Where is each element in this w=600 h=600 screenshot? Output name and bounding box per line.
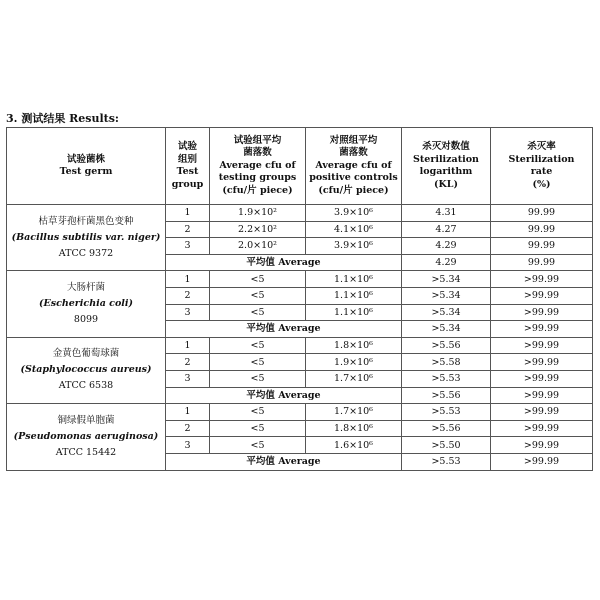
average-kl: >5.56 bbox=[402, 387, 491, 404]
header-row bbox=[7, 128, 593, 205]
cell-rate: 99.99 bbox=[491, 205, 593, 222]
germ-strain: ATCC 6538 bbox=[58, 380, 114, 392]
average-rate: >99.99 bbox=[491, 387, 593, 404]
germ-chinese-name: 金黄色葡萄球菌 bbox=[52, 348, 120, 360]
germ-latin-name: (Pseudomonas aeruginosa) bbox=[13, 430, 159, 442]
cell-ctrl: 1.7×10⁶ bbox=[306, 370, 402, 387]
test-germ-cell bbox=[7, 337, 166, 403]
result-row bbox=[7, 205, 593, 222]
average-rate: >99.99 bbox=[491, 453, 593, 470]
cell-kl: >5.56 bbox=[402, 420, 491, 437]
average-kl: 4.29 bbox=[402, 254, 491, 271]
cell-ctrl: 1.6×10⁶ bbox=[306, 437, 402, 454]
cell-group: 1 bbox=[166, 271, 210, 288]
header-testing-average: 试验组平均 菌落数 Average cfu of testing groups (cfu/片 piece) bbox=[210, 128, 306, 205]
cell-ctrl: 1.8×10⁶ bbox=[306, 337, 402, 354]
cell-test: 1.9×10² bbox=[210, 205, 306, 222]
cell-rate: >99.99 bbox=[491, 271, 593, 288]
cell-group: 3 bbox=[166, 437, 210, 454]
germ-chinese-name: 铜绿假单胞菌 bbox=[57, 414, 115, 426]
cell-rate: >99.99 bbox=[491, 337, 593, 354]
cell-kl: >5.53 bbox=[402, 370, 491, 387]
cell-kl: >5.56 bbox=[402, 337, 491, 354]
cell-group: 1 bbox=[166, 205, 210, 222]
cell-test: <5 bbox=[210, 420, 306, 437]
cell-rate: >99.99 bbox=[491, 420, 593, 437]
cell-ctrl: 1.9×10⁶ bbox=[306, 354, 402, 371]
average-kl: >5.34 bbox=[402, 321, 491, 338]
germ-chinese-name: 大肠杆菌 bbox=[66, 282, 105, 294]
test-germ-cell bbox=[7, 271, 166, 337]
cell-rate: >99.99 bbox=[491, 304, 593, 321]
header-sterilization-logarithm: 杀灭对数值 Sterilization logarithm (KL) bbox=[402, 128, 491, 205]
cell-rate: >99.99 bbox=[491, 370, 593, 387]
cell-group: 2 bbox=[166, 287, 210, 304]
cell-rate: >99.99 bbox=[491, 437, 593, 454]
cell-group: 1 bbox=[166, 404, 210, 421]
result-row bbox=[7, 337, 593, 354]
cell-rate: >99.99 bbox=[491, 287, 593, 304]
cell-test: <5 bbox=[210, 354, 306, 371]
cell-kl: >5.34 bbox=[402, 304, 491, 321]
cell-ctrl: 1.7×10⁶ bbox=[306, 404, 402, 421]
header-sterilization-rate: 杀灭率 Sterilization rate (%) bbox=[491, 128, 593, 205]
cell-rate: >99.99 bbox=[491, 354, 593, 371]
germ-chinese-name: 枯草芽孢杆菌黑色变种 bbox=[38, 215, 134, 227]
cell-kl: >5.50 bbox=[402, 437, 491, 454]
cell-rate: >99.99 bbox=[491, 404, 593, 421]
cell-test: <5 bbox=[210, 337, 306, 354]
average-kl: >5.53 bbox=[402, 453, 491, 470]
header-test-germ: 试验菌株 Test germ bbox=[7, 128, 166, 205]
cell-ctrl: 1.1×10⁶ bbox=[306, 287, 402, 304]
average-label: 平均值 Average bbox=[166, 387, 402, 404]
cell-kl: 4.27 bbox=[402, 221, 491, 238]
cell-kl: 4.31 bbox=[402, 205, 491, 222]
germ-strain: 8099 bbox=[73, 314, 99, 326]
average-rate: >99.99 bbox=[491, 321, 593, 338]
cell-group: 1 bbox=[166, 337, 210, 354]
average-rate: 99.99 bbox=[491, 254, 593, 271]
result-row bbox=[7, 271, 593, 288]
germ-strain: ATCC 9372 bbox=[58, 247, 114, 259]
cell-ctrl: 1.1×10⁶ bbox=[306, 304, 402, 321]
cell-ctrl: 4.1×10⁶ bbox=[306, 221, 402, 238]
cell-group: 2 bbox=[166, 221, 210, 238]
cell-rate: 99.99 bbox=[491, 238, 593, 255]
germ-latin-name: (Staphylococcus aureus) bbox=[20, 364, 152, 376]
results-table bbox=[6, 127, 593, 471]
cell-test: <5 bbox=[210, 370, 306, 387]
section-title: 3. 测试结果 Results: bbox=[6, 112, 119, 125]
germ-latin-name: (Bacillus subtilis var. niger) bbox=[11, 231, 161, 243]
cell-test: <5 bbox=[210, 437, 306, 454]
cell-test: <5 bbox=[210, 287, 306, 304]
average-label: 平均值 Average bbox=[166, 254, 402, 271]
cell-ctrl: 1.8×10⁶ bbox=[306, 420, 402, 437]
cell-kl: 4.29 bbox=[402, 238, 491, 255]
cell-test: 2.2×10² bbox=[210, 221, 306, 238]
cell-rate: 99.99 bbox=[491, 221, 593, 238]
cell-ctrl: 3.9×10⁶ bbox=[306, 238, 402, 255]
germ-strain: ATCC 15442 bbox=[55, 446, 117, 458]
cell-test: 2.0×10² bbox=[210, 238, 306, 255]
cell-group: 3 bbox=[166, 370, 210, 387]
cell-kl: >5.34 bbox=[402, 287, 491, 304]
header-test-group: 试验 组别 Test group bbox=[166, 128, 210, 205]
test-germ-cell bbox=[7, 404, 166, 470]
test-germ-cell bbox=[7, 205, 166, 271]
cell-group: 3 bbox=[166, 238, 210, 255]
cell-test: <5 bbox=[210, 404, 306, 421]
cell-ctrl: 3.9×10⁶ bbox=[306, 205, 402, 222]
cell-kl: >5.53 bbox=[402, 404, 491, 421]
header-control-average: 对照组平均 菌落数 Average cfu of positive controls (cfu/片 piece) bbox=[306, 128, 402, 205]
cell-group: 2 bbox=[166, 354, 210, 371]
germ-latin-name: (Escherichia coli) bbox=[38, 298, 134, 310]
cell-kl: >5.34 bbox=[402, 271, 491, 288]
cell-kl: >5.58 bbox=[402, 354, 491, 371]
result-row bbox=[7, 404, 593, 421]
cell-test: <5 bbox=[210, 271, 306, 288]
cell-test: <5 bbox=[210, 304, 306, 321]
average-label: 平均值 Average bbox=[166, 321, 402, 338]
cell-group: 2 bbox=[166, 420, 210, 437]
average-label: 平均值 Average bbox=[166, 453, 402, 470]
cell-ctrl: 1.1×10⁶ bbox=[306, 271, 402, 288]
cell-group: 3 bbox=[166, 304, 210, 321]
